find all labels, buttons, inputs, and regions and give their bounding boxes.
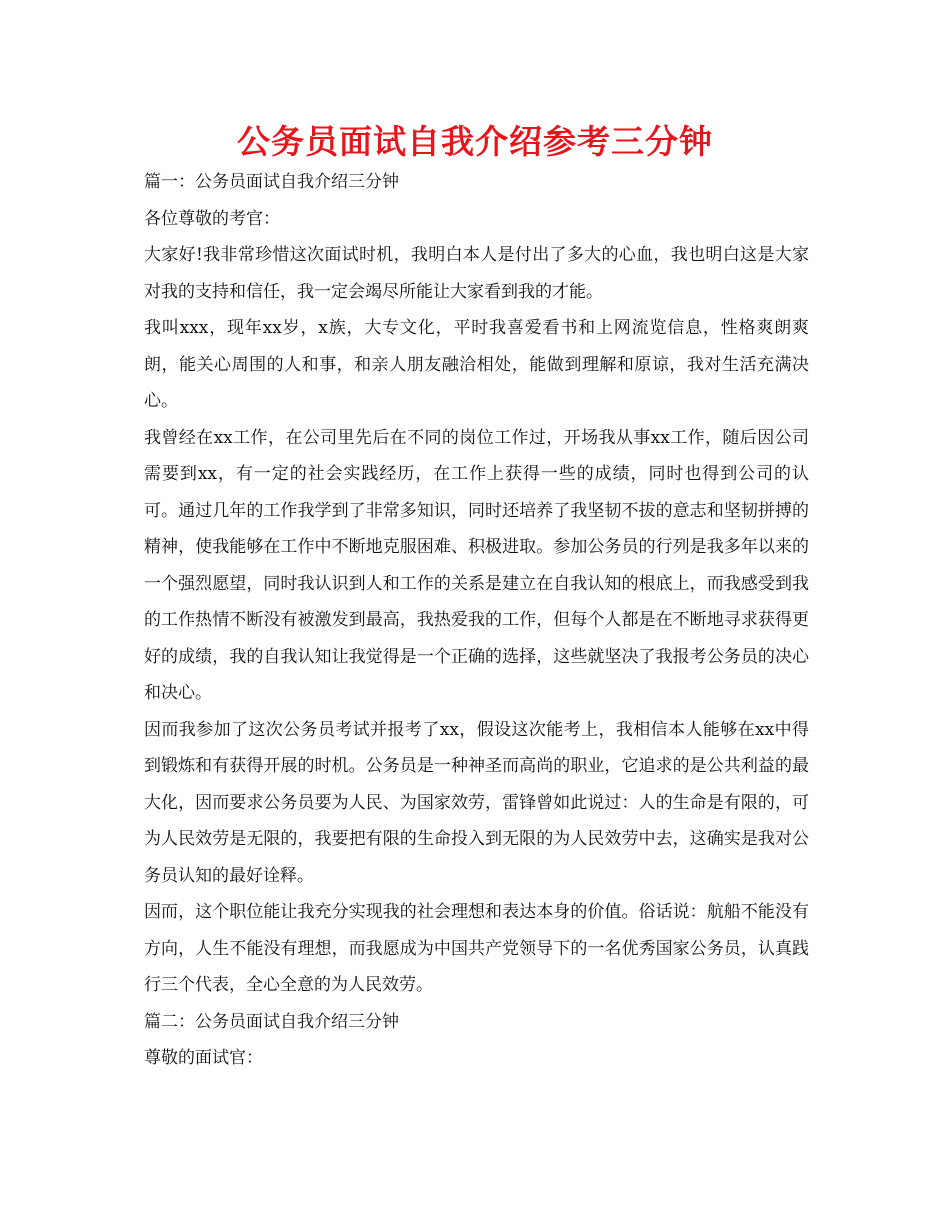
document-title: 公务员面试自我介绍参考三分钟	[237, 122, 713, 161]
document-body	[144, 164, 809, 1077]
paragraph-conclusion: 因而，这个职位能让我充分实现我的社会理想和表达本身的价值。俗话说：航船不能没有方向，人生不能没有理想，而我愿成为中国共产党领导下的一名优秀国家公务员，认真践行三个代表，全心全意的为人民效劳。	[144, 902, 809, 995]
salutation-1: 各位尊敬的考官：	[144, 208, 280, 229]
paragraph-greeting: 大家好!我非常珍惜这次面试时机，我明白本人是付出了多大的心血，我也明白这是大家对我的支持和信任，我一定会竭尽所能让大家看到我的才能。	[144, 245, 809, 302]
paragraph-work-experience: 我曾经在xx工作，在公司里先后在不同的岗位工作过，开场我从事xx工作，随后因公司需要到xx，有一定的社会实践经历，在工作上获得一些的成绩，同时也得到公司的认可。通过几年的工作我学到了非常多知识，同时还培养了我坚韧不拔的意志和坚韧拼搏的精神，使我能够在工作中不断地克服困难、积极进取。参加公务员的行列是我多年以来的一个强烈愿望，同时我认识到人和工作的关系是建立在自我认知的根底上，而我感受到我的工作热情不断没有被激发到最高，我热爱我的工作，但每个人都是在不断地寻求获得更好的成绩，我的自我认知让我觉得是一个正确的选择，这些就坚决了我报考公务员的决心和决心。	[144, 427, 809, 703]
paragraph-motivation: 因而我参加了这次公务员考试并报考了xx，假设这次能考上，我相信本人能够在xx中得到锻炼和有获得开展的时机。公务员是一种神圣而高尚的职业，它追求的是公共利益的最大化，因而要求公务员要为人民、为国家效劳，雷锋曾如此说过：人的生命是有限的，可为人民效劳是无限的，我要把有限的生命投入到无限的为人民效劳中去，这确实是我对公务员认知的最好诠释。	[144, 719, 809, 886]
section-heading-1: 篇一：公务员面试自我介绍三分钟	[144, 172, 399, 192]
salutation-2: 尊敬的面试官：	[144, 1048, 263, 1068]
paragraph-personal-info: 我叫xxx，现年xx岁，x族，大专文化，平时我喜爱看书和上网流览信息，性格爽朗爽朗，能关心周围的人和事，和亲人朋友融洽相处，能做到理解和原谅，我对生活充满决心。	[144, 318, 809, 411]
section-heading-2: 篇二：公务员面试自我介绍三分钟	[144, 1011, 399, 1032]
